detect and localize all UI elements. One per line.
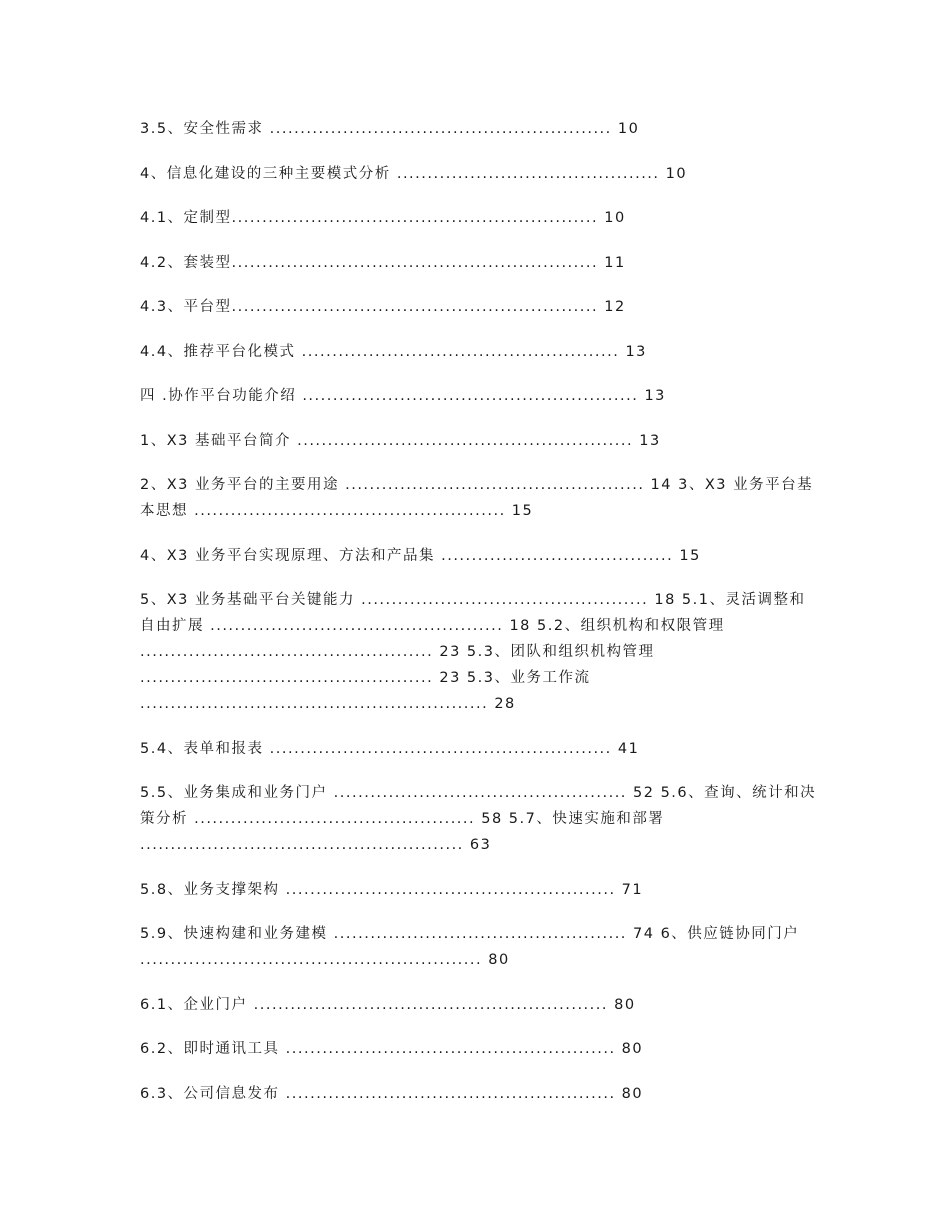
- toc-entry: 4.4、推荐平台化模式 .................................................... 13: [140, 343, 647, 360]
- toc-entry: 四 .协作平台功能介绍 ....................................................... 13: [140, 388, 666, 404]
- toc-entry: 4、信息化建设的三种主要模式分析 ........................................... 10: [140, 165, 688, 182]
- toc-entry: 1、X3 基础平台简介 ....................................................... 13: [140, 432, 661, 449]
- toc-entry: 6.3、公司信息发布 ...................................................... 80: [140, 1085, 644, 1102]
- table-of-contents: [140, 116, 820, 1125]
- toc-entry: 4.2、套装型............................................................ 11: [140, 254, 626, 271]
- toc-entry: 5.8、业务支撑架构 ...................................................... 71: [140, 881, 644, 898]
- toc-entry: 4、X3 业务平台实现原理、方法和产品集 ...................................... 15: [140, 547, 701, 564]
- toc-entry: 4.1、定制型............................................................ 10: [140, 210, 626, 226]
- toc-entry: 5、X3 业务基础平台关键能力 ............................................... 18 5.1、灵活调整和自由扩展 ................................................ 18 5.2、组织机构和权限管理 ................................................ 23 5.3、团队和组织机构管理 ................................................ 23 5.3、业务工作流 ......................................................... 28: [140, 592, 806, 712]
- toc-entry: 5.5、业务集成和业务门户 ................................................ 52 5.6、查询、统计和决策分析 .............................................. 58 5.7、快速实施和部署 ..................................................... 63: [140, 785, 817, 853]
- toc-entry: 2、X3 业务平台的主要用途 ................................................. 14 3、X3 业务平台基本思想 ................................................... 15: [140, 477, 814, 519]
- toc-entry: 3.5、安全性需求 ........................................................ 10: [140, 121, 640, 137]
- toc-entry: 6.1、企业门户 .......................................................... 80: [140, 996, 636, 1013]
- toc-entry: 5.4、表单和报表 ........................................................ 41: [140, 740, 640, 757]
- toc-entry: 5.9、快速构建和业务建模 ................................................ 74 6、供应链协同门户 ........................................................ 80: [140, 926, 800, 968]
- toc-entry: 4.3、平台型............................................................ 12: [140, 299, 626, 315]
- toc-entry: 6.2、即时通讯工具 ...................................................... 80: [140, 1041, 644, 1057]
